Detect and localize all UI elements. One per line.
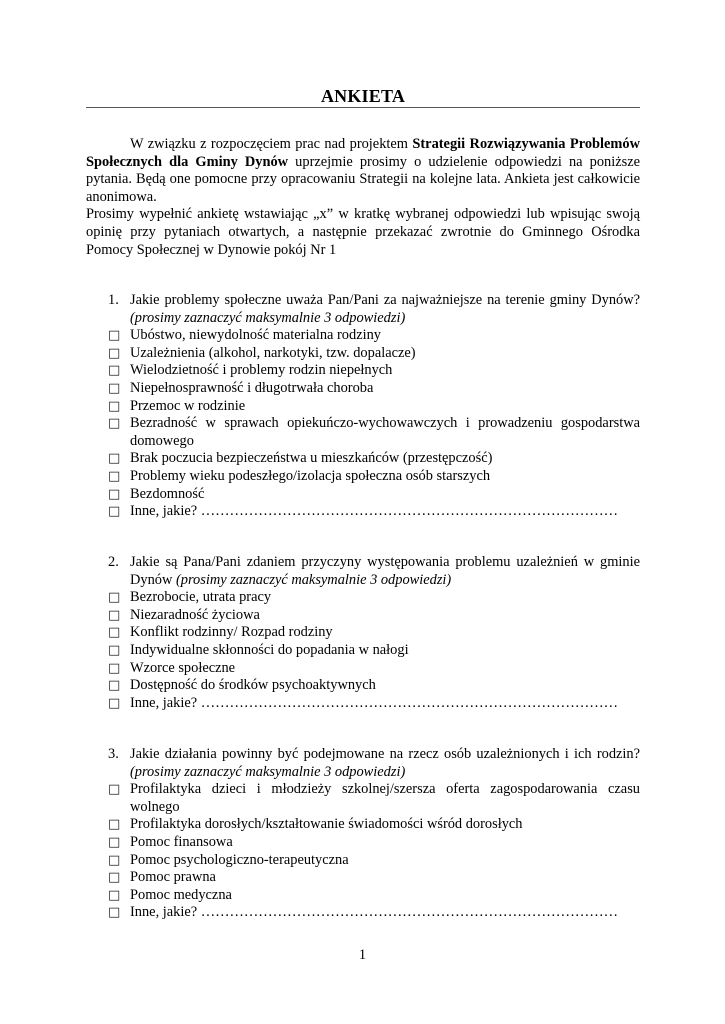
question-header	[86, 292, 640, 327]
checkbox-icon[interactable]: □	[108, 328, 121, 344]
question-header	[86, 554, 640, 589]
checkbox-icon[interactable]: □	[108, 695, 121, 711]
checkbox-icon[interactable]: □	[108, 486, 121, 502]
checkbox-icon[interactable]: □	[108, 380, 121, 396]
checkbox-icon[interactable]: □	[108, 451, 121, 467]
question-2	[86, 554, 640, 712]
checkbox-icon[interactable]: □	[108, 660, 121, 676]
option-row[interactable]	[86, 468, 640, 486]
checkbox-icon[interactable]: □	[108, 607, 121, 623]
option-label: Uzależnienia (alkohol, narkotyki, tzw. dopalacze)	[130, 344, 416, 361]
option-label: Bezradność w sprawach opiekuńczo-wychowawczych i prowadzeniu gospodarstwa domowego	[130, 415, 640, 449]
checkbox-icon[interactable]: □	[108, 363, 121, 379]
title-underline	[86, 107, 640, 108]
question-1	[86, 292, 640, 521]
option-label: Wielodzietność i problemy rodzin niepełnych	[130, 362, 393, 379]
intro-paragraph-2: Prosimy wypełnić ankietę wstawiając „x” w kratkę wybranej odpowiedzi lub wpisując swoją opinię przy pytaniach otwartych, a następnie przekazać zwrotnie do Gminnego Ośrodka Pomocy Społecznej w Dynowie pokój Nr 1	[86, 206, 640, 258]
checkbox-icon[interactable]: □	[108, 345, 121, 361]
page-number: 1	[358, 947, 367, 963]
option-label: Inne, jakie? ……………………………………………………………………………	[130, 904, 619, 921]
option-label: Niezaradność życiowa	[130, 606, 260, 623]
question-hint: (prosimy zaznaczyć maksymalnie 3 odpowiedzi)	[130, 763, 406, 780]
question-hint: (prosimy zaznaczyć maksymalnie 3 odpowiedzi)	[130, 309, 406, 326]
question-number: 3.	[108, 746, 119, 762]
checkbox-icon[interactable]: □	[108, 416, 121, 432]
checkbox-icon[interactable]: □	[108, 852, 121, 868]
option-row[interactable]	[86, 660, 640, 678]
option-label: Dostępność do środków psychoaktywnych	[130, 677, 376, 694]
option-label: Indywidualne skłonności do popadania w nałogi	[130, 641, 409, 658]
checkbox-icon[interactable]: □	[108, 590, 121, 606]
checkbox-icon[interactable]: □	[108, 398, 121, 414]
checkbox-icon[interactable]: □	[108, 870, 121, 886]
option-label: Brak poczucia bezpieczeństwa u mieszkańców (przestępczość)	[130, 450, 493, 467]
checkbox-icon[interactable]: □	[108, 905, 121, 921]
option-row-other[interactable]	[86, 904, 640, 922]
intro-p1-end: uprzejmie prosimy o udzielenie odpowiedzi na poniższe pytania. Będą one pomocne przy opracowaniu Strategii na kolejne lata. Ankieta jest całkowicie anonimowa.	[86, 153, 640, 205]
checkbox-icon[interactable]: □	[108, 504, 121, 520]
option-label: Problemy wieku podeszłego/izolacja społeczna osób starszych	[130, 467, 491, 484]
option-row[interactable]	[86, 869, 640, 887]
option-row[interactable]	[86, 834, 640, 852]
option-label: Pomoc medyczna	[130, 886, 232, 903]
question-number: 1.	[108, 292, 119, 308]
option-row[interactable]	[86, 398, 640, 416]
question-header	[86, 746, 640, 781]
checkbox-icon[interactable]: □	[108, 817, 121, 833]
option-label: Inne, jakie? ……………………………………………………………………………	[130, 503, 619, 520]
intro-p1-start: W związku z rozpoczęciem prac nad projektem	[130, 136, 413, 152]
option-row[interactable]	[86, 327, 640, 345]
option-row[interactable]	[86, 816, 640, 834]
option-row[interactable]	[86, 677, 640, 695]
option-row[interactable]	[86, 415, 640, 450]
option-label: Przemoc w rodzinie	[130, 397, 246, 414]
option-label: Profilaktyka dorosłych/kształtowanie świadomości wśród dorosłych	[130, 816, 523, 833]
option-row[interactable]	[86, 624, 640, 642]
intro-paragraph-1	[86, 136, 640, 206]
question-text: Jakie są Pana/Pani zdaniem przyczyny występowania problemu uzależnień w gminie Dynów	[130, 554, 640, 588]
option-label: Wzorce społeczne	[130, 659, 236, 676]
option-row[interactable]	[86, 362, 640, 380]
question-text: Jakie działania powinny być podejmowane na rzecz osób uzależnionych i ich rodzin?	[130, 746, 640, 762]
option-label: Pomoc prawna	[130, 869, 216, 886]
option-row[interactable]	[86, 380, 640, 398]
checkbox-icon[interactable]: □	[108, 625, 121, 641]
option-row-other[interactable]	[86, 695, 640, 713]
option-row[interactable]	[86, 607, 640, 625]
option-row[interactable]	[86, 345, 640, 363]
checkbox-icon[interactable]: □	[108, 834, 121, 850]
document-title: ANKIETA	[320, 86, 406, 106]
option-row[interactable]	[86, 852, 640, 870]
option-label: Pomoc psychologiczno-terapeutyczna	[130, 851, 349, 868]
option-row-other[interactable]	[86, 503, 640, 521]
option-row[interactable]	[86, 887, 640, 905]
question-number: 2.	[108, 554, 119, 570]
question-hint: (prosimy zaznaczyć maksymalnie 3 odpowiedzi)	[175, 571, 452, 588]
checkbox-icon[interactable]: □	[108, 782, 121, 798]
option-row[interactable]	[86, 589, 640, 607]
question-text: Jakie problemy społeczne uważa Pan/Pani za najważniejsze na terenie gminy Dynów?	[130, 292, 640, 308]
option-label: Konflikt rodzinny/ Rozpad rodziny	[130, 624, 333, 641]
option-label: Profilaktyka dzieci i młodzieży szkolnej/szersza oferta zagospodarowania czasu wolnego	[130, 781, 640, 815]
checkbox-icon[interactable]: □	[108, 678, 121, 694]
project-name: Strategii Rozwiązywania Problemów Społecznych dla Gminy Dynów	[86, 136, 640, 170]
option-row[interactable]	[86, 642, 640, 660]
intro-text	[86, 136, 640, 259]
option-row[interactable]	[86, 450, 640, 468]
checkbox-icon[interactable]: □	[108, 887, 121, 903]
question-3	[86, 746, 640, 922]
option-label: Inne, jakie? ……………………………………………………………………………	[130, 694, 619, 711]
checkbox-icon[interactable]: □	[108, 642, 121, 658]
option-label: Bezdomność	[130, 485, 205, 502]
option-row[interactable]	[86, 486, 640, 504]
checkbox-icon[interactable]: □	[108, 468, 121, 484]
option-label: Bezrobocie, utrata pracy	[130, 589, 272, 606]
option-row[interactable]	[86, 781, 640, 816]
option-label: Niepełnosprawność i długotrwała choroba	[130, 379, 374, 396]
option-label: Pomoc finansowa	[130, 833, 233, 850]
option-label: Ubóstwo, niewydolność materialna rodziny	[130, 327, 381, 344]
